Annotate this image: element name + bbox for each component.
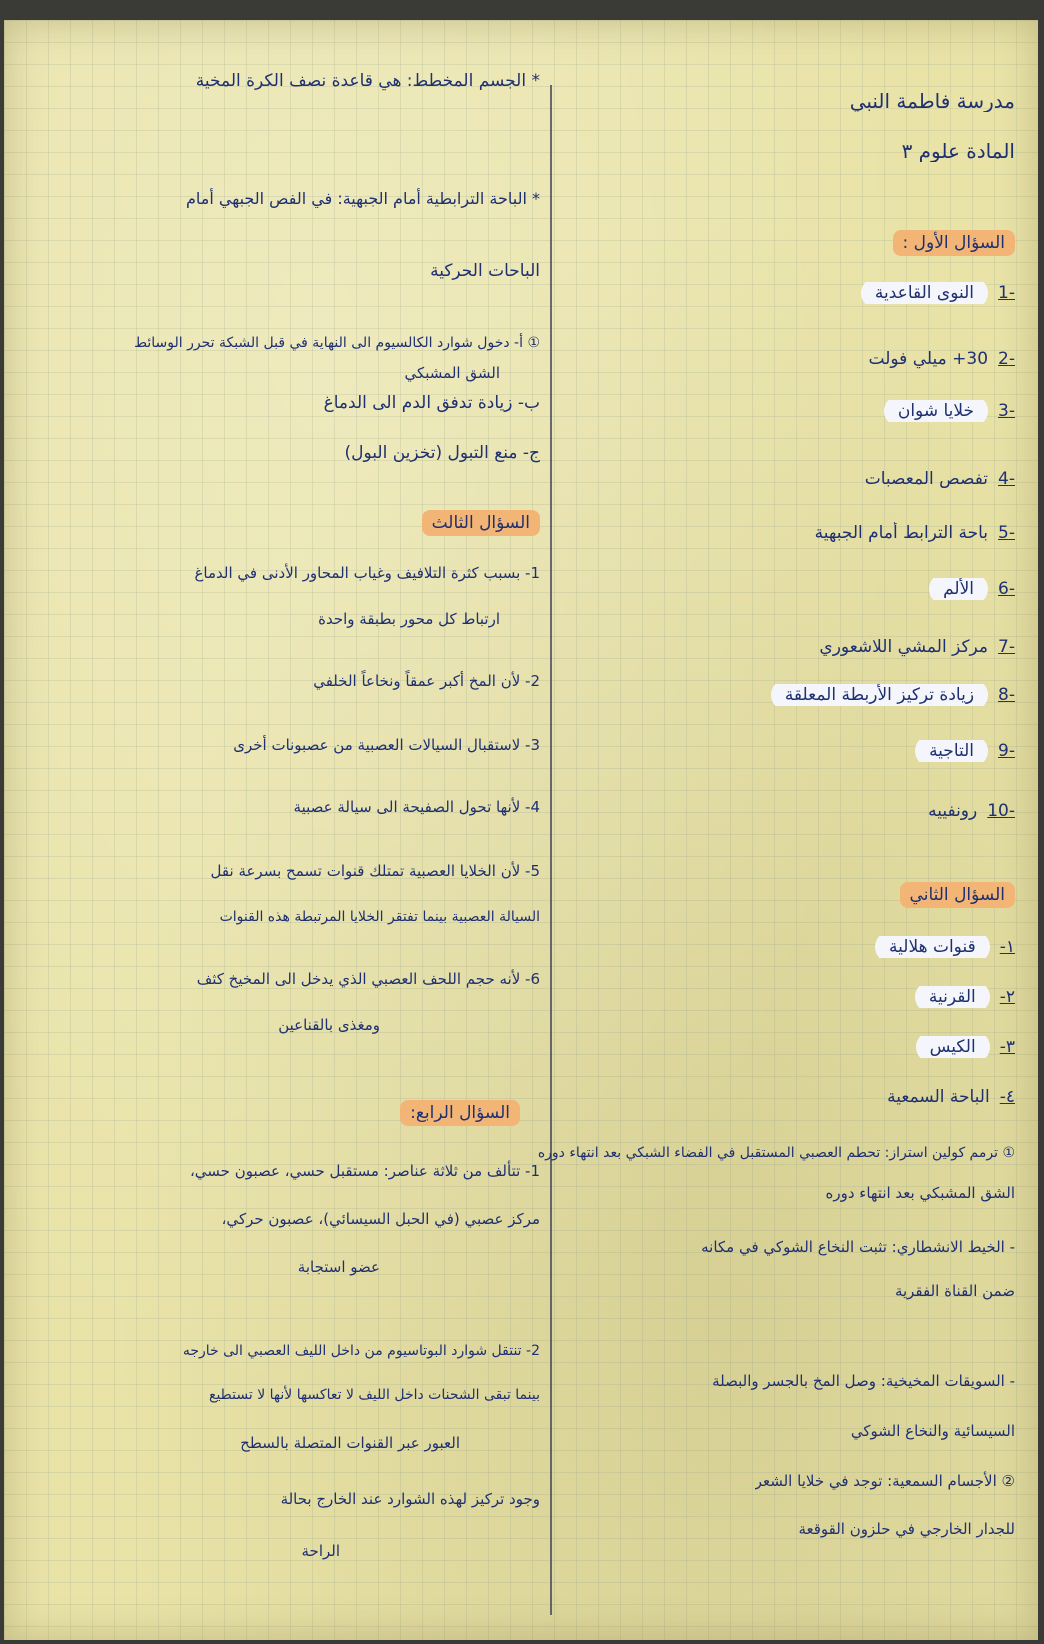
q4-line: العبور عبر القنوات المتصلة بالسطح [240,1434,460,1452]
q4-line: عضو استجابة [297,1258,380,1276]
q2b-line: ① ترمم كولين استراز: تحطم العصبي المستقبل في الفضاء الشبكي بعد انتهاء دوره [537,1145,1015,1161]
q2-item: ١-قنوات هلالية [875,936,1015,958]
left-line: الشق المشبكي [404,364,500,382]
q2-item: ٤-الباحة السمعية [887,1087,1015,1107]
left-line: ج- منع التبول (تخزين البول) [344,443,540,463]
q1-item: -230+ ميلي فولت [868,349,1015,369]
q4-line: وجود تركيز لهذه الشوارد عند الخارج بحالة [280,1490,540,1508]
q1-item: -1النوى القاعدية [861,282,1015,304]
q3-line: 4- لأنها تحول الصفيحة الى سيالة عصبية [293,798,540,816]
q3-line: السيالة العصبية بينما تفتقر الخلايا المرتبطة هذه القنوات [219,909,540,925]
q4-line: بينما تبقى الشحنات داخل الليف لا تعاكسها لأنها لا تستطيع [209,1387,540,1403]
q1-item: -5باحة الترابط أمام الجبهية [814,523,1015,543]
q2-item: ٣-الكيس [916,1036,1015,1058]
left-line: الباحات الحركية [430,261,540,281]
q1-item: -3خلايا شوان [884,400,1015,422]
q2b-line: الشق المشبكي بعد انتهاء دوره [825,1184,1015,1202]
column-divider [550,85,552,1615]
q1-title: السؤال الأول : [893,230,1015,256]
q2b-line: للجدار الخارجي في حلزون القوقعة [798,1520,1015,1538]
q3-title: السؤال الثالث [422,510,540,536]
q4-line: 2- تنتقل شوارد البوتاسيوم من داخل الليف العصبي الى خارجه [182,1343,540,1359]
left-line: ① أ- دخول شوارد الكالسيوم الى النهاية في قبل الشبكة تحرر الوسائط [134,335,540,351]
q2b-line: ② الأجسام السمعية: توجد في خلايا الشعر [754,1472,1015,1490]
q2b-line: ضمن القناة الفقرية [894,1282,1015,1300]
q4-line: 1- تتألف من ثلاثة عناصر: مستقبل حسي، عصبون حسي، [189,1162,540,1180]
subject-line: المادة علوم ٣ [901,140,1015,162]
q4-line: الراحة [301,1542,340,1560]
q2b-line: - السويقات المخيخية: وصل المخ بالجسر والبصلة [712,1372,1015,1390]
q2b-line: - الخيط الانشطاري: تثبت النخاع الشوكي في مكانه [701,1238,1015,1256]
q2-title: السؤال الثاني [900,882,1015,908]
q1-item: -4تفصص المعصبات [864,469,1015,489]
q1-item: -6الألم [929,578,1015,600]
q4-title: السؤال الرابع: [400,1100,520,1126]
q3-line: 1- بسبب كثرة التلافيف وغياب المحاور الأدنى في الدماغ [194,564,540,582]
q3-line: ومغذى بالقناعين [278,1016,380,1034]
q1-item: -7مركز المشي اللاشعوري [819,637,1015,657]
q3-line: 3- لاستقبال السيالات العصبية من عصبونات أخرى [233,736,540,754]
q4-line: مركز عصبي (في الحبل السيسائي)، عصبون حركي، [221,1210,540,1228]
school-name: مدرسة فاطمة النبي [849,90,1015,112]
left-line: ب- زيادة تدفق الدم الى الدماغ [323,393,540,413]
q2b-line: السيسائية والنخاع الشوكي [850,1422,1015,1440]
q3-line: 2- لأن المخ أكبر عمقاً ونخاعاً الخلفي [313,672,540,690]
q1-item: -10رونفييه [928,801,1015,821]
left-line: * الباحة الترابطية أمام الجبهية: في الفص الجبهي أمام [185,189,540,208]
q2-item: ٢-القرنية [915,986,1015,1008]
left-line: * الجسم المخطط: هي قاعدة نصف الكرة المخية [195,71,540,91]
q1-item: -9التاجية [915,740,1015,762]
q3-line: 5- لأن الخلايا العصبية تمتلك قنوات تسمح بسرعة نقل [210,862,540,880]
q1-item: -8زيادة تركيز الأربطة المعلقة [771,684,1015,706]
q3-line: 6- لأنه حجم اللحف العصبي الذي يدخل الى المخيخ كثف [196,970,540,988]
q3-line: ارتباط كل محور بطبقة واحدة [318,610,500,628]
